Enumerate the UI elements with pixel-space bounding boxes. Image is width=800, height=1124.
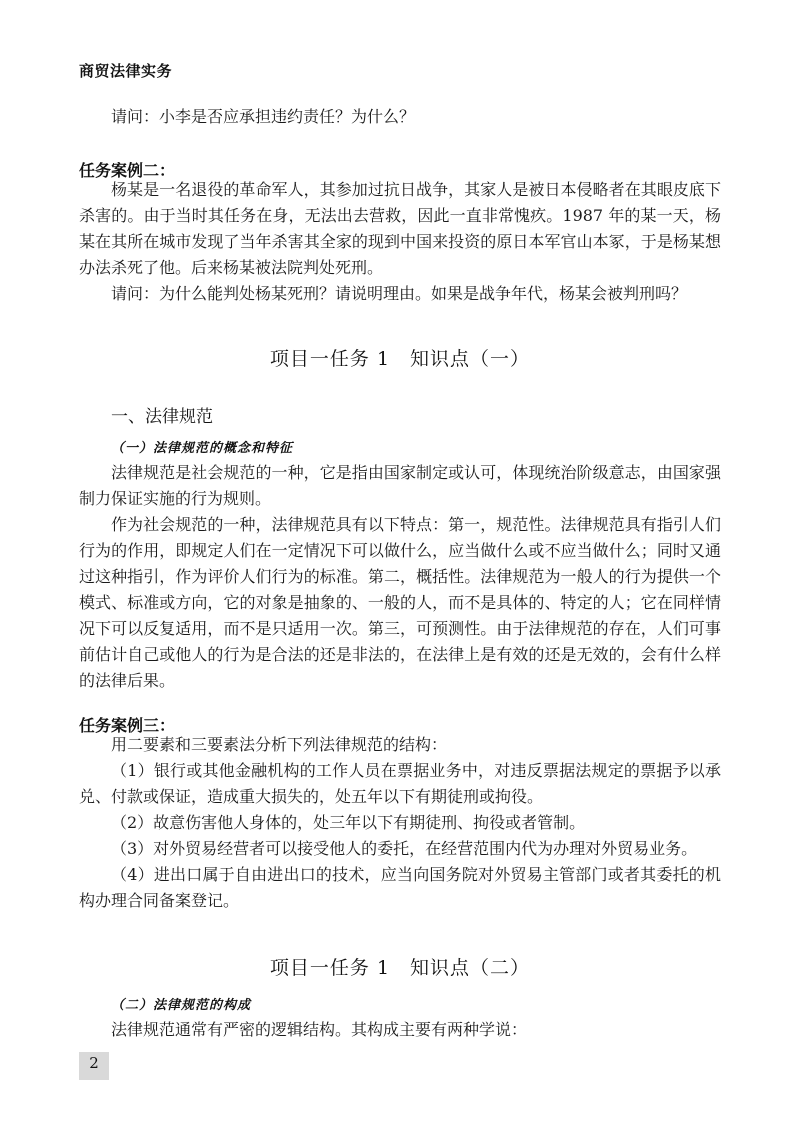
case3-heading: 任务案例三： — [79, 716, 176, 735]
knowledge1-subsection-heading: （一）法律规范的概念和特征 — [111, 441, 294, 456]
case2-heading: 任务案例二： — [79, 161, 176, 180]
knowledge1-title: 项目一任务 1 知识点（一） — [269, 348, 531, 370]
knowledge1-section-heading: 一、法律规范 — [111, 407, 213, 427]
knowledge1-paragraph-1: 法律规范是社会规范的一种，它是指由国家制定或认可，体现统治阶级意志，由国家强制力保证实施的行为规则。 — [79, 463, 721, 508]
page-number-block — [79, 1052, 109, 1080]
running-header: 商贸法律实务 — [79, 62, 173, 80]
knowledge1-body — [79, 460, 721, 694]
knowledge2-title: 项目一任务 1 知识点（二） — [269, 957, 531, 979]
case2-question: 请问：为什么能判处杨某死刑？请说明理由。如果是战争年代，杨某会被判刑吗？ — [111, 284, 688, 303]
knowledge2-paragraph: 法律规范通常有严密的逻辑结构。其构成主要有两种学说： — [111, 1020, 528, 1039]
case1-question: 请问：小李是否应承担违约责任？为什么？ — [111, 107, 416, 126]
case2-paragraph: 杨某是一名退役的革命军人，其参加过抗日战争，其家人是被日本侵略者在其眼皮底下杀害的。由于当时其任务在身，无法出去营救，因此一直非常愧疚。1987 年的某一天，杨某在其所在城市发现了当年杀害其全家的现到中国来投资的原日本军官山本冢，于是杨某想办法杀死了他。后来杨某被法院判处死刑。 — [79, 180, 721, 277]
case2-body — [79, 177, 721, 307]
knowledge1-paragraph-2: 作为社会规范的一种，法律规范具有以下特点：第一，规范性。法律规范具有指引人们行为的作用，即规定人们在一定情况下可以做什么，应当做什么或不应当做什么；同时又通过这种指引，作为评价人们行为的标准。第二，概括性。法律规范为一般人的行为提供一个模式、标准或方向，它的对象是抽象的、一般的人，而不是具体的、特定的人；它在同样情况下可以反复适用，而不是只适用一次。第三，可预测性。由于法律规范的存在，人们可事前估计自己或他人的行为是合法的还是非法的，在法律上是有效的还是无效的，会有什么样的法律后果。 — [79, 515, 721, 690]
case3-body — [79, 732, 721, 914]
case1-question-block — [79, 104, 721, 130]
page-number: 2 — [89, 1054, 99, 1072]
knowledge2-subsection-heading: （二）法律规范的构成 — [111, 998, 252, 1013]
case3-item: （1）银行或其他金融机构的工作人员在票据业务中，对违反票据法规定的票据予以承兑、付款或保证，造成重大损失的，处五年以下有期徒刑或拘役。 — [79, 761, 721, 806]
case3-item: （2）故意伤害他人身体的，处三年以下有期徒刑、拘役或者管制。 — [111, 813, 586, 832]
case3-item: （4）进出口属于自由进出口的技术，应当向国务院对外贸易主管部门或者其委托的机构办理合同备案登记。 — [79, 865, 721, 910]
case3-item: （3）对外贸易经营者可以接受他人的委托，在经营范围内代为办理对外贸易业务。 — [111, 839, 698, 858]
knowledge2-body — [79, 1017, 721, 1043]
case3-intro: 用二要素和三要素法分析下列法律规范的结构： — [111, 735, 448, 754]
